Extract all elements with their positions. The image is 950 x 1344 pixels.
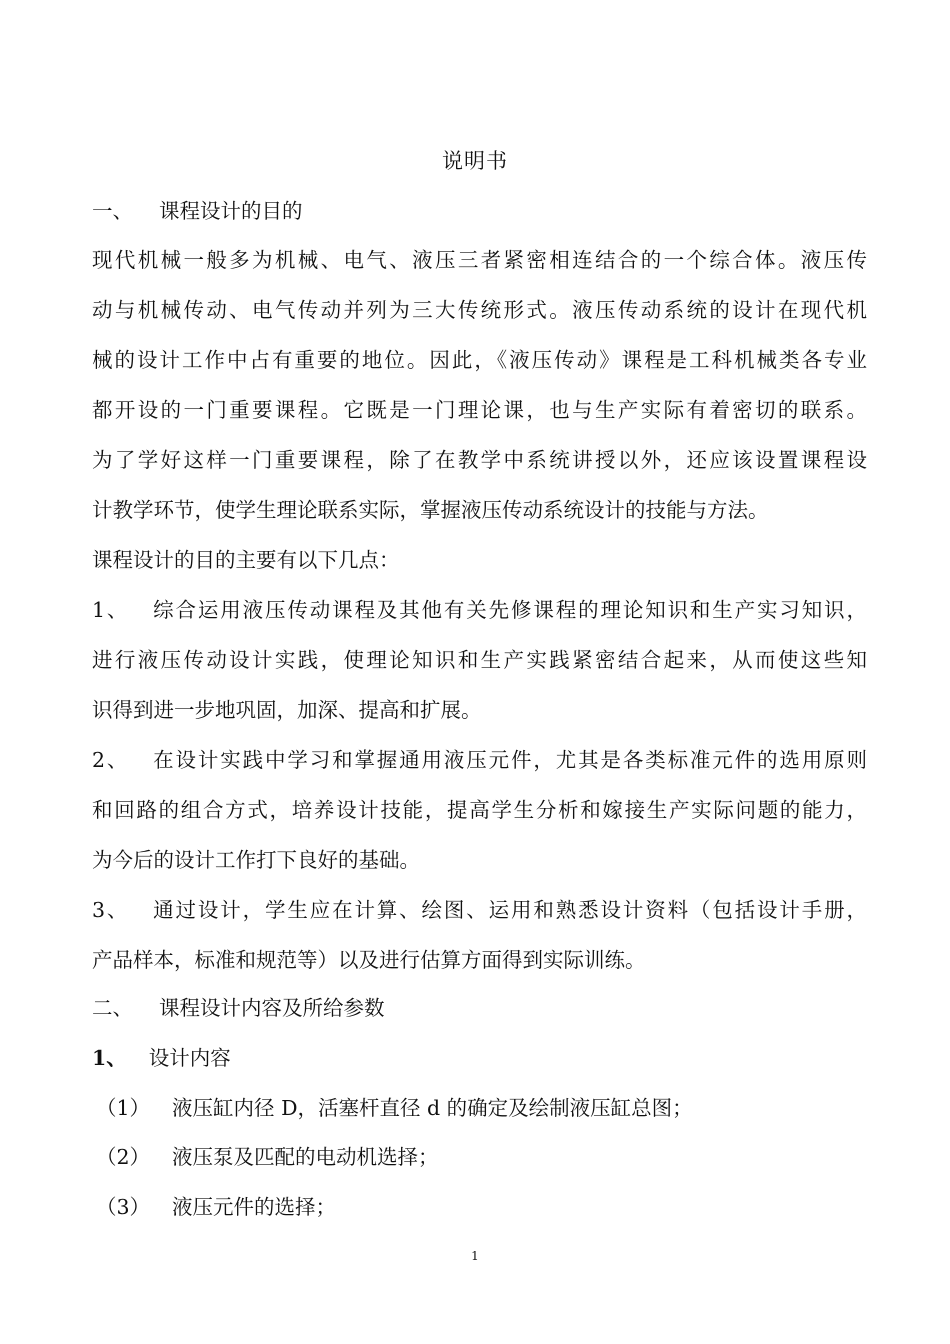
list-item-3-first-line [92,896,867,924]
subsection-1-heading [92,1044,867,1072]
document-title: 说明书 [442,149,508,173]
subsection-1-number: 1、 [92,1046,127,1070]
task-item [96,1094,871,1122]
task-text: 液压泵及匹配的电动机选择； [172,1145,439,1169]
intro-line: 动与机械传动、电气传动并列为三大传统形式。液压传动系统的设计在现代机 [92,298,867,322]
intro-line: 都开设的一门重要课程。它既是一门理论课，也与生产实际有着密切的联系。 [92,398,867,422]
section-2-number: 二、 [92,996,133,1020]
intro-line: 械的设计工作中占有重要的地位。因此，《液压传动》课程是工科机械类各专业 [92,348,867,372]
intro-line: 现代机械一般多为机械、电气、液压三者紧密相连结合的一个综合体。液压传 [92,248,867,272]
list-item-2-text: 在设计实践中学习和掌握通用液压元件，尤其是各类标准元件的选用原则 [151,748,867,772]
section-2-title: 课程设计内容及所给参数 [159,996,385,1020]
section-1-title: 课程设计的目的 [159,199,303,223]
list-item-1-first-line [92,596,867,624]
page-number: 1 [471,1249,479,1263]
list-item-1-line: 进行液压传动设计实践，使理论知识和生产实践紧密结合起来，从而使这些知 [92,648,867,672]
list-item-3-line: 产品样本，标准和规范等）以及进行估算方面得到实际训练。 [92,948,646,972]
task-item [96,1143,871,1171]
list-item-3-number: 3、 [92,898,130,922]
purpose-lead: 课程设计的目的主要有以下几点： [92,548,400,572]
intro-line: 为了学好这样一门重要课程，除了在教学中系统讲授以外，还应该设置课程设 [92,448,867,472]
task-number: （3） [96,1195,151,1219]
task-number: （2） [96,1145,151,1169]
list-item-2-line: 和回路的组合方式，培养设计技能，提高学生分析和嫁接生产实际问题的能力， [92,798,867,822]
list-item-1-number: 1、 [92,598,130,622]
section-1-number: 一、 [92,199,133,223]
task-text: 液压缸内径 D，活塞杆直径 d 的确定及绘制液压缸总图； [172,1096,693,1120]
section-2-heading [92,994,867,1022]
list-item-3-text: 通过设计，学生应在计算、绘图、运用和熟悉设计资料（包括设计手册， [151,898,867,922]
list-item-2-number: 2、 [92,748,130,772]
task-number: （1） [96,1096,151,1120]
intro-line: 计教学环节，使学生理论联系实际，掌握液压传动系统设计的技能与方法。 [92,498,769,522]
task-item [96,1193,871,1221]
subsection-1-title: 设计内容 [148,1046,231,1070]
section-1-heading [92,197,867,225]
list-item-1-text: 综合运用液压传动课程及其他有关先修课程的理论知识和生产实习知识， [151,598,867,622]
list-item-2-line: 为今后的设计工作打下良好的基础。 [92,848,420,872]
list-item-1-line: 识得到进一步地巩固，加深、提高和扩展。 [92,698,482,722]
list-item-2-first-line [92,746,867,774]
task-text: 液压元件的选择； [172,1195,337,1219]
